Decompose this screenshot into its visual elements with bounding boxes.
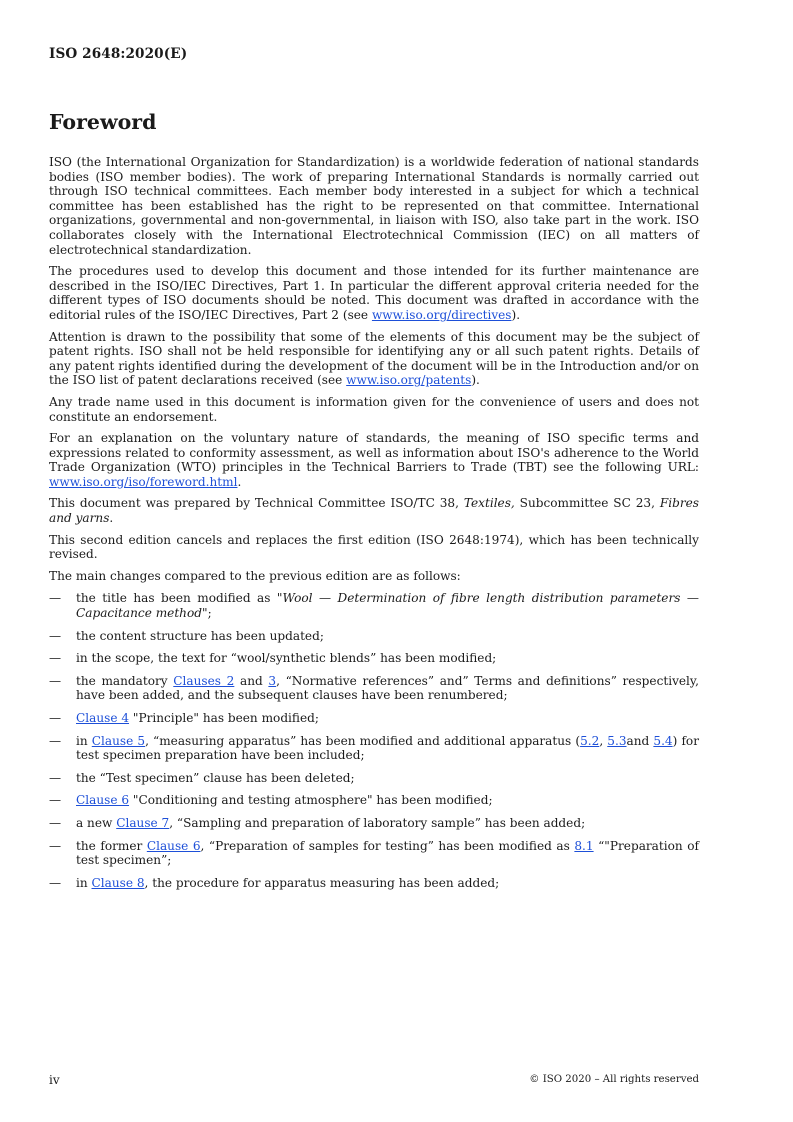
paragraph-edition: This second edition cancels and replaces the first edition (ISO 2648:1974), which has been technically revised.	[49, 532, 699, 562]
list-item: — Clause 6 "Conditioning and testing atmosphere" has been modified;	[49, 793, 493, 808]
subclause-5-3-link[interactable]: 5.3	[607, 733, 627, 748]
paragraph-iso-overview: ISO (the International Organization for Standardization) is a worldwide federation of national standards bodies (ISO member bodies). The work of preparing International Standards is normally carried out through ISO technical committees. Each member body interested in a subject for which a technical committee has been established has the right to be represented on that committee. International organizations, governmental and non-governmental, in liaison with ISO, also take part in the work. ISO collaborates closely with the International Electrotechnical Commission (IEC) on all matters of electrotechnical standardization.	[49, 155, 699, 257]
list-item: — in Clause 5, “measuring apparatus” has been modified and additional apparatus (5.2, 5.3and 5.4) for test specimen preparation have been included;	[49, 733, 699, 763]
clause-6-link[interactable]: Clause 6	[76, 793, 130, 808]
page-number: iv	[49, 1073, 60, 1087]
paragraph-trade-name: Any trade name used in this document is information given for the convenience of users and does not constitute an endorsement.	[49, 394, 699, 424]
document-identifier: ISO 2648:2020(E)	[49, 46, 188, 62]
patents-link[interactable]: www.iso.org/patents	[346, 373, 472, 388]
paragraph-voluntary-nature: For an explanation on the voluntary nature of standards, the meaning of ISO specific terms and expressions related to conformity assessment, as well as information about ISO's adherence to the World Trade Organization (WTO) principles in the Technical Barriers to Trade (TBT) see the following URL: www.iso.org/iso/foreword.html.	[49, 431, 699, 489]
clauses-2-link[interactable]: Clauses 2	[173, 673, 235, 688]
paragraph-procedures: The procedures used to develop this document and those intended for its further maintenance are described in the ISO/IEC Directives, Part 1. In particular the different approval criteria needed for the different types of ISO documents should be noted. This document was drafted in accordance with the editorial rules of the ISO/IEC Directives, Part 2 (see www.iso.org/directives).	[49, 264, 699, 322]
list-item: — in Clause 8, the procedure for apparatus measuring has been added;	[49, 875, 500, 890]
subclause-5-2-link[interactable]: 5.2	[580, 733, 600, 748]
page-title: Foreword	[49, 110, 157, 134]
list-item: — the mandatory Clauses 2 and 3, “Normative references” and” Terms and definitions” respectively, have been added, and the subsequent clauses have been renumbered;	[49, 673, 699, 703]
list-item: — the content structure has been updated;	[49, 628, 324, 643]
directives-link[interactable]: www.iso.org/directives	[371, 307, 512, 322]
changes-list	[49, 591, 699, 890]
paragraph-committee: This document was prepared by Technical Committee ISO/TC 38, Textiles, Subcommittee SC 23, Fibres and yarns.	[49, 496, 700, 526]
clause-5-link[interactable]: Clause 5	[91, 733, 146, 748]
subclause-8-1-link[interactable]: 8.1	[574, 838, 594, 853]
list-item: — a new Clause 7, “Sampling and preparation of laboratory sample” has been added;	[49, 815, 586, 830]
list-item: — the former Clause 6, “Preparation of samples for testing” has been modified as 8.1 “"Preparation of test specimen”;	[49, 838, 699, 868]
former-clause-6-link[interactable]: Clause 6	[146, 838, 201, 853]
foreword-info-link[interactable]: www.iso.org/iso/foreword.html	[49, 474, 238, 489]
clause-7-link[interactable]: Clause 7	[116, 815, 170, 830]
list-item: — the title has been modified as "Wool — Determination of fibre length distribution parameters — Capacitance method";	[49, 591, 699, 621]
list-item: — the “Test specimen” clause has been deleted;	[49, 770, 355, 785]
paragraph-changes-intro: The main changes compared to the previous edition are as follows:	[49, 568, 461, 583]
clause-3-link[interactable]: 3	[268, 673, 277, 688]
list-item: — in the scope, the text for “wool/synthetic blends” has been modified;	[49, 651, 497, 666]
list-item: — Clause 4 "Principle" has been modified;	[49, 711, 319, 725]
clause-8-link[interactable]: Clause 8	[91, 875, 145, 890]
copyright-notice: © ISO 2020 – All rights reserved	[529, 1074, 699, 1085]
subclause-5-4-link[interactable]: 5.4	[653, 733, 673, 748]
paragraph-patents: Attention is drawn to the possibility that some of the elements of this document may be the subject of patent rights. ISO shall not be held responsible for identifying any or all such patent rights. Details of any patent rights identified during the development of the document will be in the Introduction and/or on the ISO list of patent declarations received (see www.iso.org/patents).	[49, 329, 699, 388]
foreword-body	[49, 155, 699, 898]
clause-4-link[interactable]: Clause 4	[76, 711, 130, 725]
